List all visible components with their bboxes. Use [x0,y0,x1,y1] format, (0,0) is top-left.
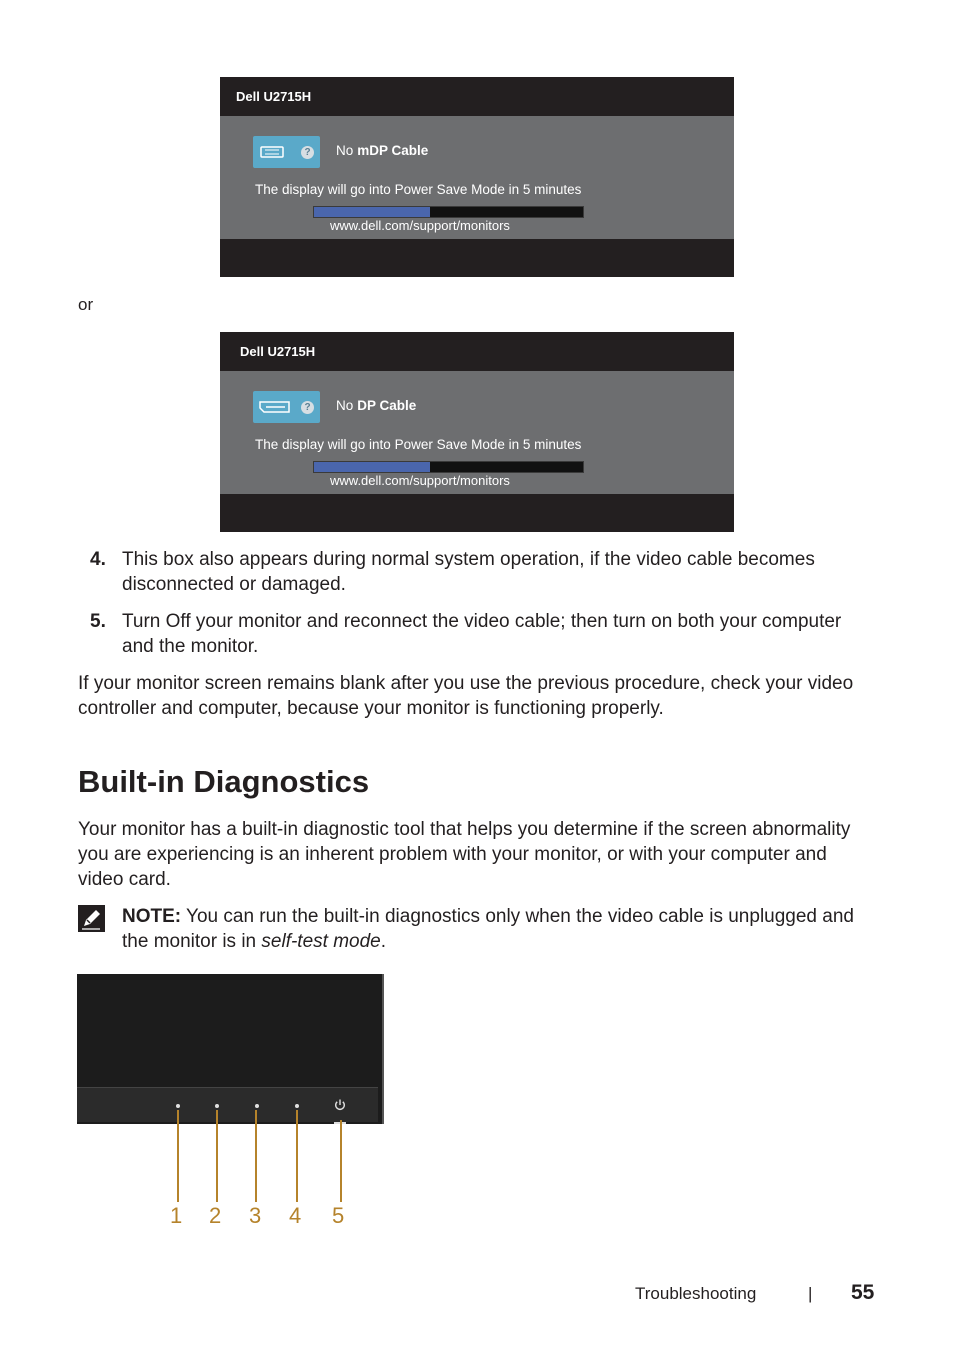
osd-dialog-dp [220,332,734,532]
mini-displayport-icon [257,136,291,168]
step-text: This box also appears during normal system operation, if the video cable becomes disconnected or damaged. [122,549,815,595]
callout-line-5 [340,1120,342,1202]
or-text: or [78,295,94,314]
osd-cable-label: mDP Cable [357,143,429,158]
osd-warning: The display will go into Power Save Mode in 5 minutes [255,182,582,197]
callout-line-1 [177,1110,179,1202]
paragraph-diagnostics: Your monitor has a built-in diagnostic tool that helps you determine if the screen abnormality you are experiencing is an inherent problem with your monitor, or with your computer and video card. [78,819,851,890]
help-icon: ? [301,401,314,414]
osd-warning: The display will go into Power Save Mode in 5 minutes [255,437,582,452]
power-icon [333,1098,347,1112]
power-save-progress-bar [313,206,584,218]
progress-fill [314,207,430,217]
callout-number-2: 2 [209,1203,222,1228]
note-pencil-icon [78,905,105,932]
osd-body [220,371,734,494]
displayport-icon [255,391,295,423]
button-4-dot [295,1104,299,1108]
power-save-progress-bar [313,461,584,473]
step-text: Turn Off your monitor and reconnect the video cable; then turn on both your computer and the monitor. [122,611,842,657]
note-body: You can run the built-in diagnostics only when the video cable is unplugged and the monitor is in [122,906,854,952]
step-number: 5. [90,611,106,632]
osd-body [220,116,734,239]
section-heading: Built-in Diagnostics [78,764,370,799]
monitor-illustration [77,974,384,1124]
callout-line-4 [296,1110,298,1202]
note-text [122,904,862,954]
paragraph-blank-screen: If your monitor screen remains blank after you use the previous procedure, check your video controller and computer, because your monitor is functioning properly. [78,673,854,719]
button-2-dot [215,1104,219,1108]
osd-url: www.dell.com/support/monitors [330,218,510,233]
help-icon: ? [301,146,314,159]
progress-fill [314,462,430,472]
note-label: NOTE: [122,906,182,927]
button-1-dot [176,1104,180,1108]
step-number: 4. [90,549,106,570]
osd-title: Dell U2715H [240,344,316,359]
footer-section: Troubleshooting [635,1284,757,1303]
callout-line-2 [216,1110,218,1202]
page-number: 55 [851,1281,875,1304]
callout-number-4: 4 [289,1203,302,1228]
pencil-icon [78,905,105,932]
osd-dialog-mdp [220,77,734,277]
callout-line-3 [255,1110,257,1202]
osd-url: www.dell.com/support/monitors [330,473,510,488]
osd-title: Dell U2715H [236,89,312,104]
osd-cable-label: DP Cable [357,398,417,413]
osd-message [336,143,428,158]
note-end: . [380,931,387,952]
monitor-bezel [77,1087,378,1122]
note-emphasis: self-test mode [261,931,381,952]
button-3-dot [255,1104,259,1108]
step-4 [90,547,860,597]
callout-number-1: 1 [170,1203,183,1228]
step-5 [90,609,860,659]
footer-separator: | [808,1284,813,1303]
osd-message [336,398,416,413]
osd-no-label: No [336,398,354,413]
osd-no-label: No [336,143,354,158]
callout-number-5: 5 [332,1203,345,1228]
callout-number-3: 3 [249,1203,262,1228]
dp-connector-icon [253,391,320,423]
mdp-connector-icon [253,136,320,168]
